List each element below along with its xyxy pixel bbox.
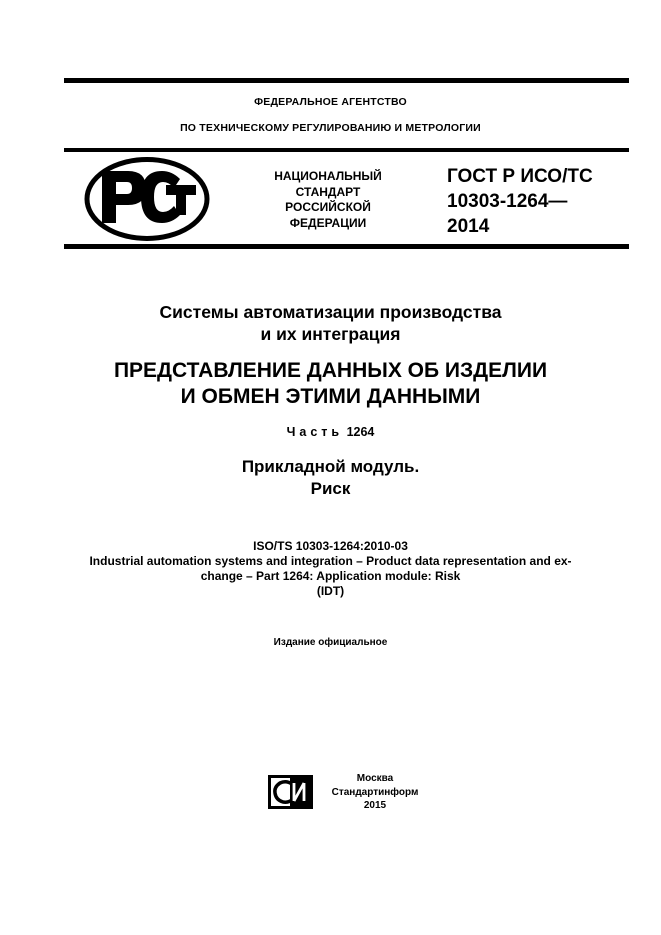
iso-english-title-line-1: Industrial automation systems and integration – Product data representation and ex- bbox=[89, 554, 572, 568]
standard-block-top-rule bbox=[64, 148, 629, 152]
top-rule bbox=[64, 78, 629, 83]
publisher-name: Стандартинформ bbox=[331, 786, 419, 798]
main-title-line-2: И ОБМЕН ЭТИМИ ДАННЫМИ bbox=[180, 385, 481, 408]
module-title-line-2: Риск bbox=[310, 479, 351, 498]
gost-designation bbox=[447, 164, 627, 239]
iso-identity: (IDT) bbox=[316, 584, 345, 598]
series-title-line-2: и их интеграция bbox=[260, 324, 401, 344]
national-line-4: ФЕДЕРАЦИИ bbox=[289, 215, 367, 230]
edition-label: Издание официальное bbox=[273, 637, 388, 648]
part-heading bbox=[0, 425, 661, 439]
gost-line-1: ГОСТ Р ИСО/ТС bbox=[447, 166, 593, 187]
part-label: Часть bbox=[286, 425, 344, 439]
rst-logo-icon bbox=[84, 157, 210, 241]
publisher-city: Москва bbox=[356, 773, 394, 784]
iso-code: ISO/TS 10303-1264:2010-03 bbox=[253, 539, 408, 553]
series-title-line-1: Системы автоматизации производства bbox=[159, 302, 502, 322]
iso-english-title-line-2: change – Part 1264: Application module: Risk bbox=[200, 569, 461, 583]
publisher-info bbox=[320, 772, 430, 813]
agency-line-2: ПО ТЕХНИЧЕСКОМУ РЕГУЛИРОВАНИЮ И МЕТРОЛОГИИ bbox=[180, 122, 481, 134]
standard-block-bottom-rule bbox=[64, 244, 629, 249]
national-standard-label bbox=[258, 169, 398, 231]
main-title-line-1: ПРЕДСТАВЛЕНИЕ ДАННЫХ ОБ ИЗДЕЛИИ bbox=[113, 359, 548, 382]
module-title-line-1: Прикладной модуль. bbox=[241, 457, 420, 476]
module-title bbox=[0, 456, 661, 500]
main-title bbox=[0, 358, 661, 410]
series-title bbox=[0, 301, 661, 345]
national-line-3: РОССИЙСКОЙ bbox=[285, 200, 371, 214]
part-number: 1264 bbox=[346, 425, 375, 439]
iso-reference bbox=[0, 539, 661, 599]
gost-line-2: 10303-1264— bbox=[447, 191, 568, 212]
agency-line-1: ФЕДЕРАЛЬНОЕ АГЕНТСТВО bbox=[254, 96, 407, 108]
national-line-2: СТАНДАРТ bbox=[295, 184, 361, 199]
standartinform-logo-icon bbox=[268, 775, 313, 809]
publisher-year: 2015 bbox=[363, 800, 387, 811]
national-line-1: НАЦИОНАЛЬНЫЙ bbox=[274, 169, 382, 183]
gost-line-3: 2014 bbox=[447, 216, 490, 237]
